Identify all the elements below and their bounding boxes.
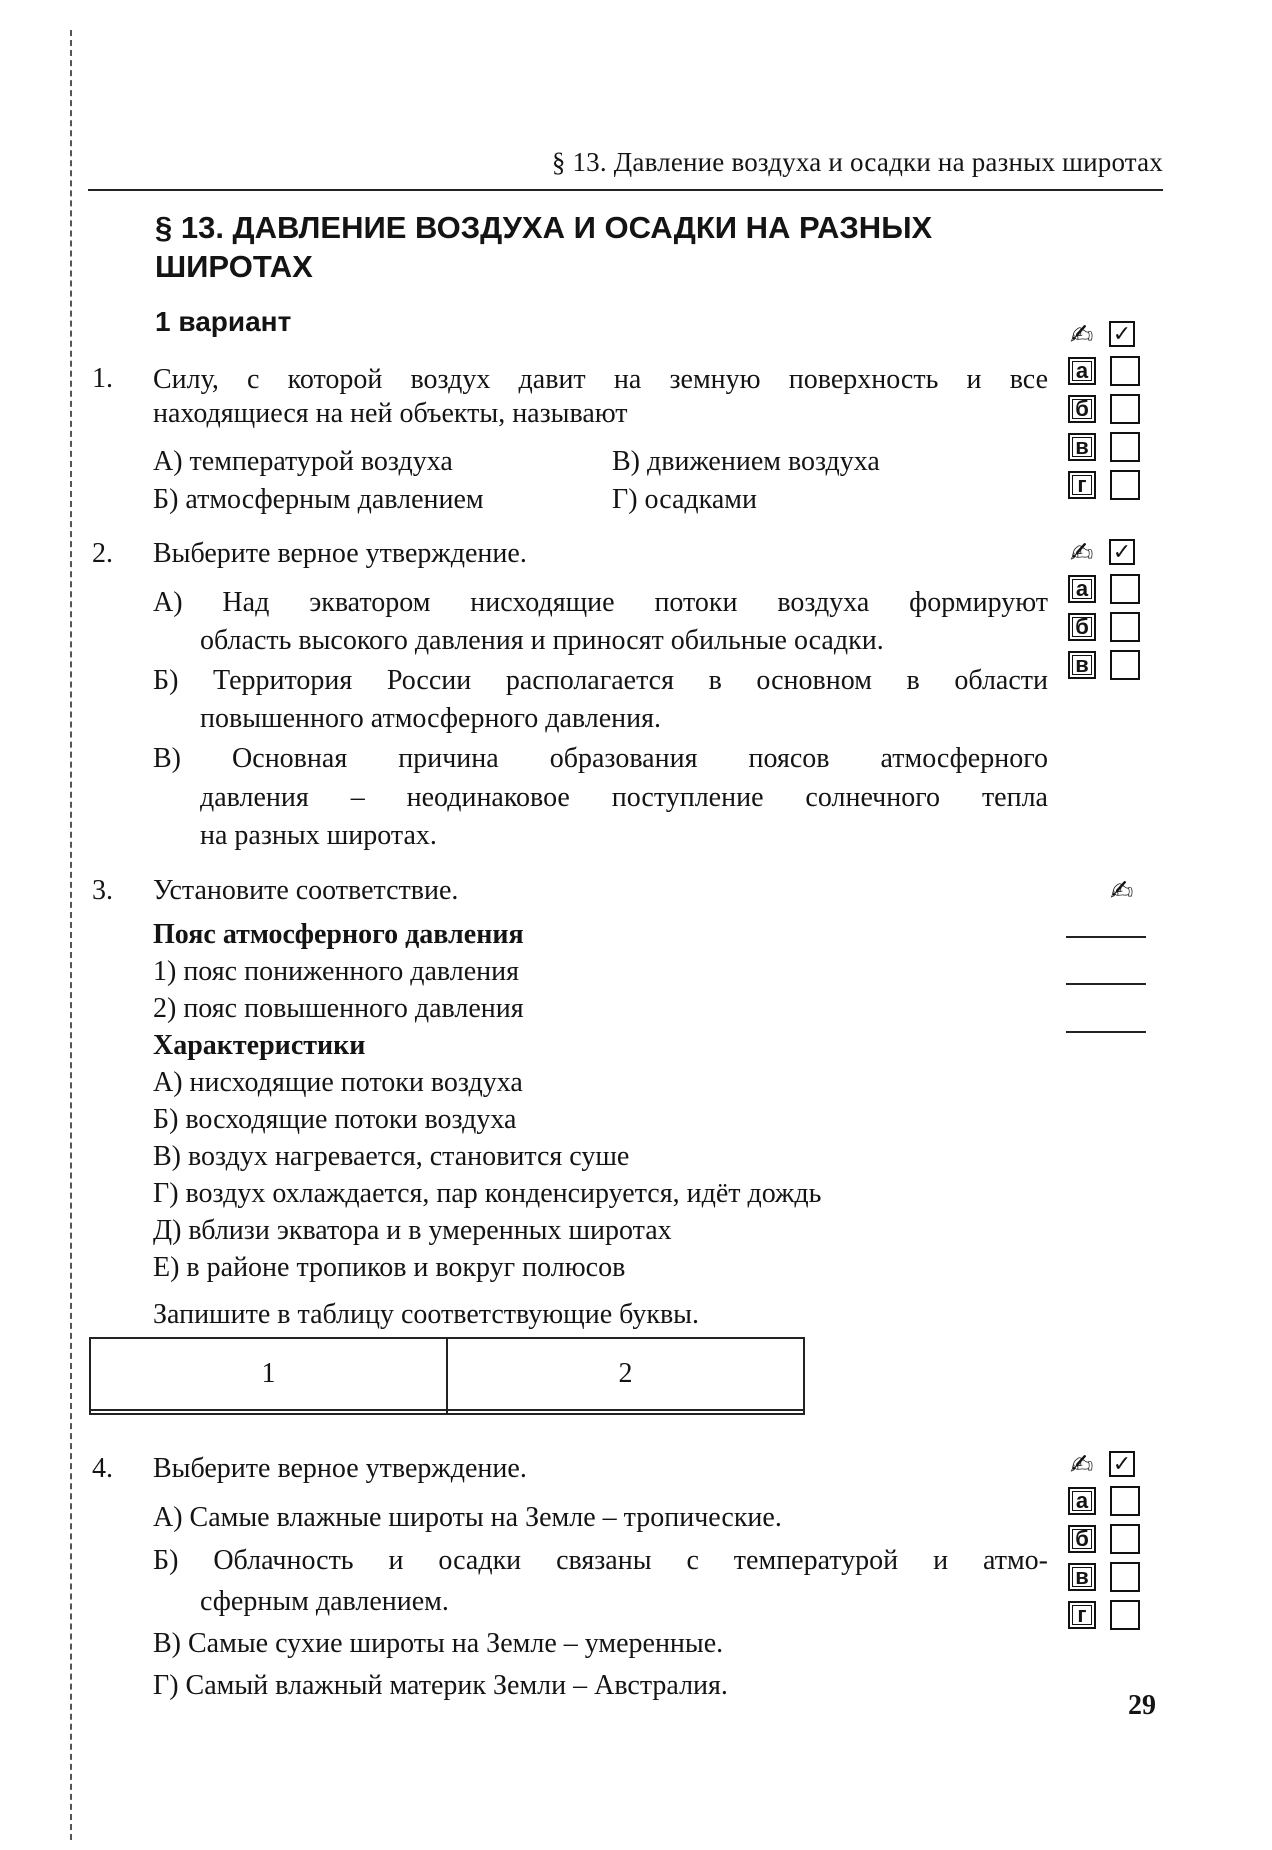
q4-number: 4.: [92, 1453, 113, 1484]
q1-answer-box-g[interactable]: [1110, 470, 1140, 500]
q2-number: 2.: [92, 538, 113, 569]
q3-item-1: 1) пояс пониженного давления: [153, 956, 519, 987]
table-row: [90, 1410, 804, 1414]
q3-text: Установите соответствие.: [153, 875, 459, 906]
q2-option-v-line1: В) Основная причина образования поясов атмосферного: [153, 743, 1048, 774]
header-rule: [88, 189, 1163, 191]
q1-text-line2: находящиеся на ней объекты, называют: [153, 398, 628, 429]
pen-icon: ✍: [1070, 318, 1094, 351]
q3-table-header-2: 2: [447, 1338, 804, 1410]
q3-group2-title: Характеристики: [153, 1030, 366, 1061]
q1-answer-box-v[interactable]: [1110, 432, 1140, 462]
section-title-line1: § 13. ДАВЛЕНИЕ ВОЗДУХА И ОСАДКИ НА РАЗНЫХ: [155, 210, 933, 245]
q3-group1-title: Пояс атмосферного давления: [153, 919, 524, 950]
checkmark-icon: ✓: [1109, 321, 1135, 347]
q3-char-a: А) нисходящие потоки воздуха: [153, 1067, 523, 1098]
q1-box-label-g: г: [1068, 471, 1096, 499]
q2-option-v-line2: давления – неодинаковое поступление солнечного тепла: [200, 782, 1048, 813]
q4-answer-box-g[interactable]: [1110, 1600, 1140, 1630]
running-header: § 13. Давление воздуха и осадки на разных широтах: [551, 147, 1163, 177]
q2-answer-box-a[interactable]: [1110, 574, 1140, 604]
q2-option-a-line2: область высокого давления и приносят обильные осадки.: [200, 625, 884, 656]
q3-answer-line[interactable]: [1066, 936, 1146, 938]
q4-answer-box-b[interactable]: [1110, 1524, 1140, 1554]
q3-char-g: Г) воздух охлаждается, пар конденсируется, идёт дождь: [153, 1178, 822, 1209]
section-title-line2: ШИРОТАХ: [155, 249, 313, 284]
variant-heading: 1 вариант: [155, 306, 292, 337]
pen-icon: ✍: [1070, 1448, 1094, 1481]
q4-text: Выберите верное утверждение.: [153, 1453, 527, 1484]
pen-icon: ✍: [1110, 874, 1134, 907]
q1-option-g: Г) осадками: [612, 484, 757, 515]
q4-option-v: В) Самые сухие широты на Земле – умеренные.: [153, 1628, 724, 1659]
q2-box-label-b: б: [1068, 613, 1096, 641]
q4-box-label-g: г: [1068, 1601, 1096, 1629]
q4-box-label-b: б: [1068, 1525, 1096, 1553]
checkmark-icon: ✓: [1109, 539, 1135, 565]
q3-answer-cell-1[interactable]: [90, 1410, 447, 1414]
q1-box-label-a: а: [1068, 357, 1096, 385]
q2-option-v-line3: на разных широтах.: [200, 820, 437, 851]
q1-answer-box-a[interactable]: [1110, 356, 1140, 386]
q3-answer-cell-2[interactable]: [447, 1410, 804, 1414]
checkmark-icon: ✓: [1109, 1451, 1135, 1477]
q2-box-label-v: в: [1068, 651, 1096, 679]
q3-char-v: В) воздух нагревается, становится суше: [153, 1141, 630, 1172]
q2-option-b-line2: повышенного атмосферного давления.: [200, 703, 662, 734]
q4-option-b-line1: Б) Облачность и осадки связаны с температурой и атмо-: [153, 1545, 1048, 1576]
q3-item-2: 2) пояс повышенного давления: [153, 993, 524, 1024]
q3-number: 3.: [92, 875, 113, 906]
q1-answer-box-b[interactable]: [1110, 394, 1140, 424]
q2-answer-box-b[interactable]: [1110, 612, 1140, 642]
q4-answer-box-a[interactable]: [1110, 1486, 1140, 1516]
q2-box-label-a: а: [1068, 575, 1096, 603]
q1-text-line1: Силу, с которой воздух давит на земную поверхность и все: [153, 364, 1048, 395]
q4-box-label-a: а: [1068, 1487, 1096, 1515]
section-title: [155, 208, 1055, 286]
q3-answer-line[interactable]: [1066, 983, 1146, 985]
pen-icon: ✍: [1070, 536, 1094, 569]
q3-instruction: Запишите в таблицу соответствующие буквы.: [153, 1299, 699, 1330]
cut-line: [70, 30, 72, 1840]
q4-option-a: А) Самые влажные широты на Земле – тропические.: [153, 1502, 782, 1533]
q2-option-a-line1: А) Над экватором нисходящие потоки воздуха формируют: [153, 587, 1048, 618]
q4-option-g: Г) Самый влажный материк Земли – Австралия.: [153, 1670, 728, 1701]
q3-char-b: Б) восходящие потоки воздуха: [153, 1104, 517, 1135]
q1-box-label-v: в: [1068, 433, 1096, 461]
q1-option-b: Б) атмосферным давлением: [153, 484, 484, 515]
table-row: [90, 1338, 804, 1410]
q4-option-b-line2: сферным давлением.: [200, 1586, 449, 1617]
q2-text: Выберите верное утверждение.: [153, 538, 527, 569]
q3-answer-table: [89, 1337, 805, 1415]
q1-box-label-b: б: [1068, 395, 1096, 423]
q2-answer-box-v[interactable]: [1110, 650, 1140, 680]
q3-table-header-1: 1: [90, 1338, 447, 1410]
q4-answer-box-v[interactable]: [1110, 1562, 1140, 1592]
q4-box-label-v: в: [1068, 1563, 1096, 1591]
page-number: 29: [1128, 1690, 1156, 1721]
q1-option-v: В) движением воздуха: [612, 446, 880, 477]
q1-option-a: А) температурой воздуха: [153, 446, 453, 477]
q2-option-b-line1: Б) Территория России располагается в основном в области: [153, 665, 1048, 696]
q3-char-d: Д) вблизи экватора и в умеренных широтах: [153, 1215, 672, 1246]
q3-answer-line[interactable]: [1066, 1031, 1146, 1033]
q3-char-e: Е) в районе тропиков и вокруг полюсов: [153, 1252, 626, 1283]
q1-number: 1.: [92, 363, 113, 394]
